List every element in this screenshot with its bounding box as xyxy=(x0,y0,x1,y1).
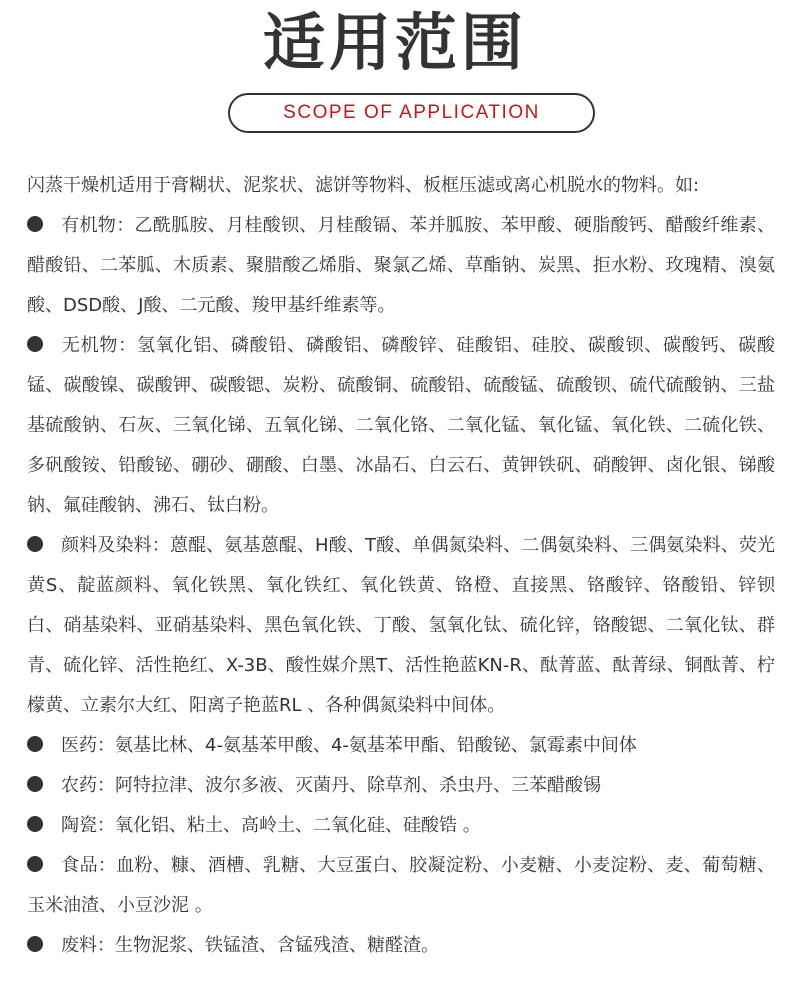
bullet-icon xyxy=(27,336,43,352)
subtitle-text: SCOPE OF APPLICATION xyxy=(283,102,540,123)
category-text: 有机物：乙酰胍胺、月桂酸钡、月桂酸镉、苯并胍胺、苯甲酸、硬脂酸钙、醋酸纤维素、醋酸铅、二苯胍、木质素、聚腊酸乙烯脂、聚氯乙烯、草酯钠、炭黑、拒水粉、玫瑰精、溴氨酸、DSD酸、J酸、二元酸、羧甲基纤维素等。 xyxy=(27,215,775,316)
category-food xyxy=(27,846,775,926)
category-pigments-dyes xyxy=(27,526,775,726)
intro-paragraph: 闪蒸干燥机适用于膏糊状、泥浆状、滤饼等物料、板框压滤或离心机脱水的物料。如: xyxy=(27,175,700,196)
bullet-icon xyxy=(27,216,43,232)
category-text: 颜料及染料：蒽醌、氨基蒽醌、H酸、T酸、单偶氮染料、二偶氨染料、三偶氨染料、荧光黄S、靛蓝颜料、氧化铁黑、氧化铁红、氧化铁黄、铬橙、直接黑、铬酸锌、铬酸铅、锌钡白、硝基染料、亚硝基染料、黑色氧化铁、丁酸、氢氧化钛、硫化锌，铬酸锶、二氧化钛、群青、硫化锌、活性艳红、X-3B、酸性媒介黑T、活性艳蓝KN-R、酞菁蓝、酞菁绿、铜酞菁、柠檬黄、立素尔大红、阳离子艳蓝RL 、各种偶氮染料中间体。 xyxy=(27,535,775,716)
bullet-icon xyxy=(27,936,43,952)
page-title: 适用范围 xyxy=(262,6,527,79)
category-text: 无机物：氢氧化铝、磷酸铅、磷酸铝、磷酸锌、硅酸铝、硅胶、碳酸钡、碳酸钙、碳酸锰、碳酸镍、碳酸钾、碳酸锶、炭粉、硫酸铜、硫酸铅、硫酸锰、硫酸钡、硫代硫酸钠、三盐基硫酸钠、石灰、三氧化锑、五氧化锑、二氧化铬、二氧化锰、氧化锰、氧化铁、二硫化铁、多矾酸铵、铅酸铋、硼砂、硼酸、白墨、冰晶石、白云石、黄钾铁矾、硝酸钾、卤化银、锑酸钠、氟硅酸钠、沸石、钛白粉。 xyxy=(27,335,775,516)
category-ceramics xyxy=(27,806,775,846)
category-organic xyxy=(27,206,775,326)
category-pesticide xyxy=(27,766,775,806)
category-inorganic xyxy=(27,326,775,526)
category-text: 废料：生物泥浆、铁锰渣、含锰残渣、糖醛渣。 xyxy=(61,935,439,956)
bullet-icon xyxy=(27,816,43,832)
category-text: 食品：血粉、糠、酒槽、乳糖、大豆蛋白、胶凝淀粉、小麦糖、小麦淀粉、麦、葡萄糖、玉米油渣、小豆沙泥 。 xyxy=(27,855,775,916)
category-text: 医药：氨基比林、4-氨基苯甲酸、4-氨基苯甲酯、铅酸铋、氯霉素中间体 xyxy=(61,735,637,756)
subtitle-badge xyxy=(228,93,595,133)
bullet-icon xyxy=(27,856,43,872)
category-medicine xyxy=(27,726,775,766)
bullet-icon xyxy=(27,536,43,552)
category-text: 陶瓷：氧化铝、粘土、高岭土、二氧化硅、硅酸锆 。 xyxy=(61,815,481,836)
bullet-icon xyxy=(27,776,43,792)
category-waste xyxy=(27,926,775,966)
bullet-icon xyxy=(27,736,43,752)
category-text: 农药：阿特拉津、波尔多液、灭菌丹、除草剂、杀虫丹、三苯醋酸锡 xyxy=(61,775,601,796)
application-content xyxy=(27,166,775,966)
